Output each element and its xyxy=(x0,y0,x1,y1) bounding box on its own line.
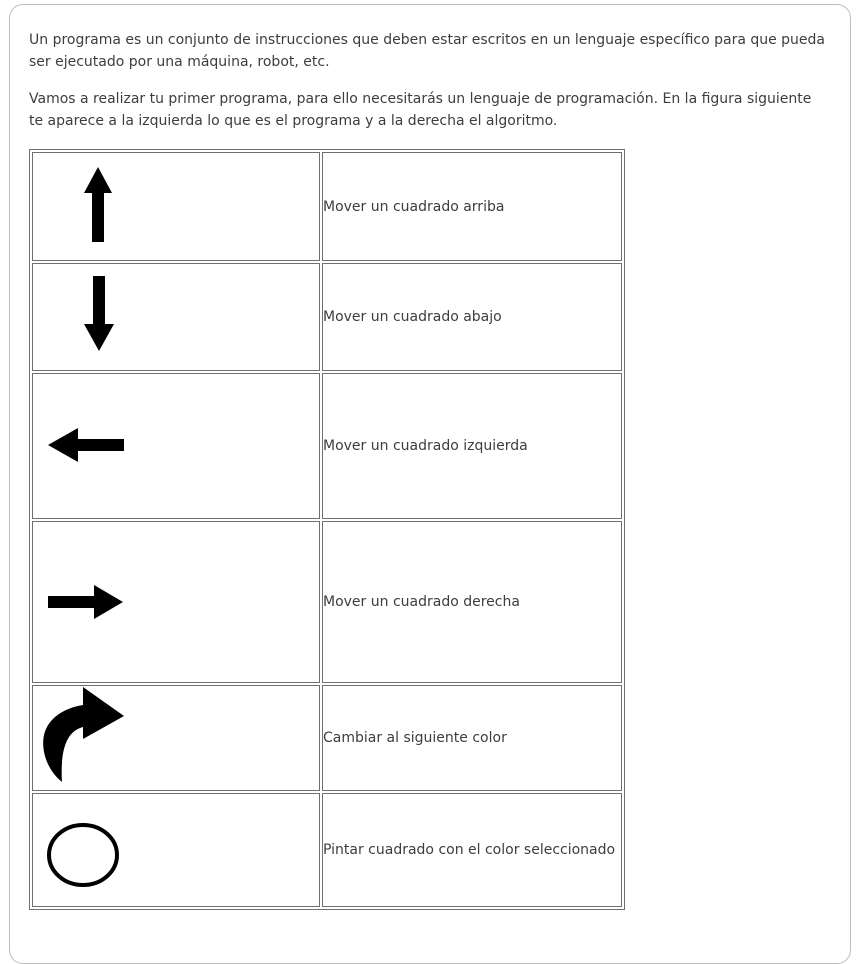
table-row xyxy=(32,521,622,683)
icon-cell xyxy=(32,521,320,683)
command-label: Cambiar al siguiente color xyxy=(322,685,622,791)
command-label: Mover un cuadrado derecha xyxy=(322,521,622,683)
arrow-up-icon xyxy=(83,167,113,243)
command-label: Mover un cuadrado arriba xyxy=(322,152,622,261)
command-label: Pintar cuadrado con el color seleccionado xyxy=(322,793,622,907)
table-row xyxy=(32,685,622,791)
icon-cell xyxy=(32,373,320,519)
icon-cell xyxy=(32,263,320,371)
table-row xyxy=(32,263,622,371)
table-row xyxy=(32,793,622,907)
command-label: Mover un cuadrado izquierda xyxy=(322,373,622,519)
table-row xyxy=(32,152,622,261)
command-label: Mover un cuadrado abajo xyxy=(322,263,622,371)
icon-cell xyxy=(32,685,320,791)
arrow-down-icon xyxy=(83,276,115,352)
icon-cell xyxy=(32,152,320,261)
circle-icon xyxy=(45,821,121,889)
intro-paragraph-2: Vamos a realizar tu primer programa, para ello necesitarás un lenguaje de programación. En la figura siguiente te aparece a la izquierda lo que es el programa y a la derecha el algoritmo. xyxy=(29,91,812,129)
intro-paragraph-1: Un programa es un conjunto de instrucciones que deben estar escritos en un lenguaje específico para que pueda ser ejecutado por una máquina, robot, etc. xyxy=(29,32,826,70)
curved-arrow-icon xyxy=(40,687,126,785)
arrow-right-icon xyxy=(48,584,124,620)
icon-cell xyxy=(32,793,320,907)
table-row xyxy=(32,373,622,519)
commands-table xyxy=(29,149,625,910)
arrow-left-icon xyxy=(48,427,126,463)
